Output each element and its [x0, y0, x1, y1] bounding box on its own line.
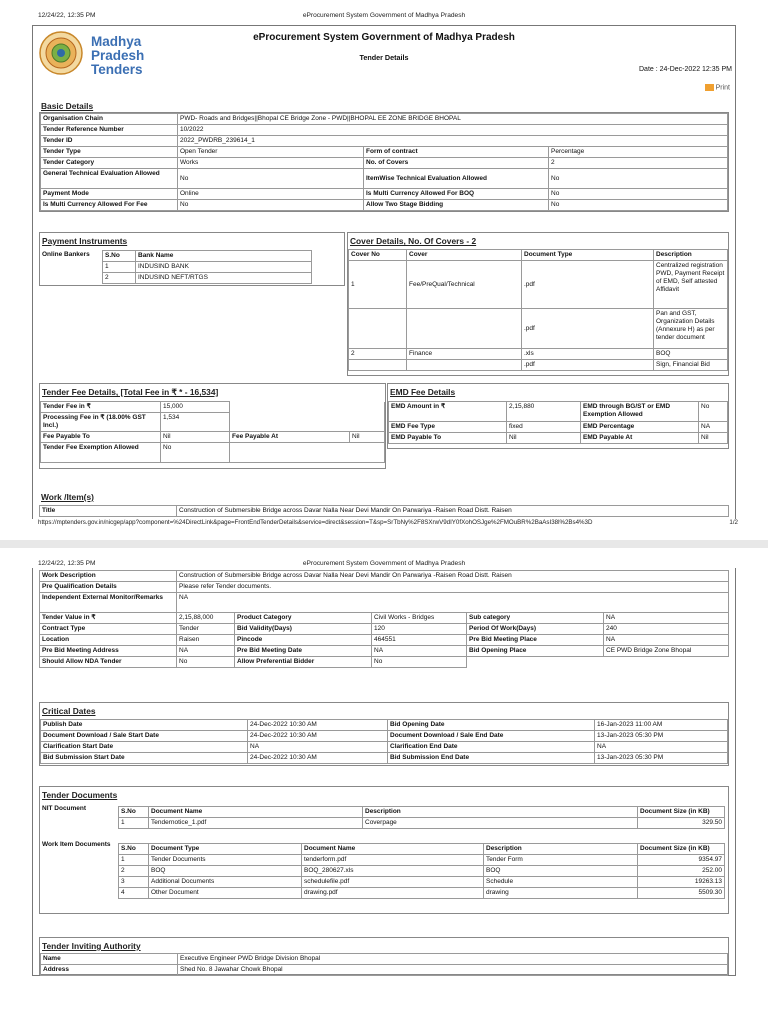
work-value: Tender	[177, 624, 235, 635]
cell: Coverpage	[363, 818, 638, 829]
col-sno: S.No	[119, 807, 149, 818]
table-row	[119, 888, 725, 899]
table-row	[40, 635, 729, 646]
work-description-label: Work Description	[40, 571, 177, 582]
tender-fee-value: 15,000	[161, 402, 230, 413]
cell: 3	[119, 877, 149, 888]
page-title: eProcurement System Government of Madhya Pradesh	[253, 32, 515, 43]
date-value: NA	[248, 742, 388, 753]
table-row	[349, 360, 728, 371]
cell: Tender Documents	[149, 855, 302, 866]
table-row	[349, 349, 728, 360]
cell: 5509.30	[638, 888, 725, 899]
authority-name-value: Executive Engineer PWD Bridge Division Bhopal	[178, 954, 728, 965]
nit-document-label: NIT Document	[42, 805, 87, 812]
basic-details-table	[39, 112, 729, 212]
cell: BOQ	[484, 866, 638, 877]
org-chain-label: Organisation Chain	[41, 114, 178, 125]
basic-label: ItemWise Technical Evaluation Allowed	[364, 169, 549, 189]
work-label: Period Of Work(Days)	[467, 624, 604, 635]
authority-address-value: Shed No. 8 Jawahar Chowk Bhopal	[178, 965, 728, 976]
emd-fee-type-label: EMD Fee Type	[389, 422, 507, 433]
cell: 329.50	[638, 818, 725, 829]
col-document-name: Document Name	[149, 807, 363, 818]
basic-label: Payment Mode	[41, 189, 178, 200]
cell: BOQ	[654, 349, 728, 360]
work-label: Bid Opening Place	[467, 646, 604, 657]
work-title-table	[39, 505, 729, 517]
table-row	[103, 262, 312, 273]
table-row	[119, 818, 725, 829]
work-label: Pre Bid Meeting Place	[467, 635, 604, 646]
date-label: Bid Submission Start Date	[41, 753, 248, 764]
emd-percentage-value: NA	[699, 422, 728, 433]
basic-value: No	[549, 169, 728, 189]
date-value: 16-Jan-2023 11:00 AM	[595, 720, 728, 731]
tender-authority-heading: Tender Inviting Authority	[42, 941, 141, 951]
work-value: Raisen	[177, 635, 235, 646]
emd-bg-label: EMD through BG/ST or EMD Exemption Allowed	[581, 402, 699, 422]
tender-documents-box	[39, 786, 729, 914]
cell: 19263.13	[638, 877, 725, 888]
empty-cell	[467, 657, 604, 668]
cover-details-box	[347, 232, 729, 376]
date-label: Clarification Start Date	[41, 742, 248, 753]
cell: 1	[119, 855, 149, 866]
basic-row	[41, 147, 728, 158]
critical-dates-heading: Critical Dates	[42, 706, 96, 716]
cover-details-heading: Cover Details, No. Of Covers - 2	[350, 236, 477, 246]
tender-documents-heading: Tender Documents	[42, 790, 118, 800]
cell: 252.00	[638, 866, 725, 877]
date-value: 24-Dec-2022 10:30 AM	[248, 731, 388, 742]
fee-payable-at-value: Nil	[350, 432, 385, 443]
document-link[interactable]: schedulefile.pdf	[302, 877, 484, 888]
online-bankers-label: Online Bankers	[42, 251, 90, 258]
work-label: Pre Bid Meeting Date	[235, 646, 372, 657]
cell: .pdf	[522, 360, 654, 371]
date-label: Clarification End Date	[388, 742, 595, 753]
cell: Schedule	[484, 877, 638, 888]
document-link[interactable]: BOQ_280627.xls	[302, 866, 484, 877]
document-link[interactable]: tenderform.pdf	[302, 855, 484, 866]
basic-value: 2	[549, 158, 728, 169]
empty-cell	[350, 402, 385, 432]
printer-icon	[705, 84, 714, 91]
cell: .pdf	[522, 261, 654, 309]
work-value: CE PWD Bridge Zone Bhopal	[604, 646, 729, 657]
cell: Centralized registration PWD, Payment Receipt of EMD, Self attested Affidavit	[654, 261, 728, 309]
emd-fee-box	[387, 383, 729, 449]
basic-value: No	[549, 189, 728, 200]
print-link[interactable]	[705, 84, 730, 91]
page-url: https://mptenders.gov.in/nicgep/app?component=%24DirectLink&page=FrontEndTenderDetails&service=direct&session=T&sp=SrTbNy%2F8SXrwV9dIY0fXohOSJge%2FMOuBR%2BaAsI38l%2Bs4%3D	[38, 519, 593, 526]
col-document-name: Document Name	[302, 844, 484, 855]
cell: INDUSIND NEFT/RTGS	[136, 273, 312, 284]
cell: Pan and GST, Organization Details (Annexure H) as per tender document	[654, 309, 728, 349]
independent-monitor-label: Independent External Monitor/Remarks	[40, 593, 177, 613]
work-value: NA	[177, 646, 235, 657]
document-link[interactable]: drawing.pdf	[302, 888, 484, 899]
work-value: No	[372, 657, 467, 668]
cell: Other Document	[149, 888, 302, 899]
work-value: NA	[604, 613, 729, 624]
basic-row	[41, 169, 728, 189]
table-row	[41, 742, 728, 753]
col-bank-name: Bank Name	[136, 251, 312, 262]
col-document-type: Document Type	[149, 844, 302, 855]
prequal-label: Pre Qualification Details	[40, 582, 177, 593]
emd-bg-value: No	[699, 402, 728, 422]
authority-address-label: Address	[41, 965, 178, 976]
work-label: Allow Preferential Bidder	[235, 657, 372, 668]
table-row	[349, 309, 728, 349]
work-value: 2,15,88,000	[177, 613, 235, 624]
table-row	[349, 261, 728, 309]
empty-cell	[230, 402, 350, 432]
col-description: Description	[654, 250, 728, 261]
table-row	[40, 613, 729, 624]
date-value: 13-Jan-2023 05:30 PM	[595, 731, 728, 742]
processing-fee-value: 1,534	[161, 413, 230, 432]
work-value: 240	[604, 624, 729, 635]
payment-instruments-heading: Payment Instruments	[42, 236, 128, 246]
emd-payable-at-label: EMD Payable At	[581, 433, 699, 444]
fee-payable-to-label: Fee Payable To	[41, 432, 161, 443]
date-value: 24-Dec-2022 10:30 AM	[248, 753, 388, 764]
payment-instruments-box	[39, 232, 345, 286]
cell: .xls	[522, 349, 654, 360]
work-title-label: Title	[40, 506, 177, 517]
page-subtitle: Tender Details	[359, 53, 409, 62]
cell: Finance	[407, 349, 522, 360]
date-label: Bid Opening Date	[388, 720, 595, 731]
col-cover-no: Cover No	[349, 250, 407, 261]
cell: 9354.97	[638, 855, 725, 866]
emd-payable-to-label: EMD Payable To	[389, 433, 507, 444]
document-frame	[32, 568, 736, 976]
basic-value: Works	[178, 158, 364, 169]
cell: drawing	[484, 888, 638, 899]
work-value: 464551	[372, 635, 467, 646]
independent-monitor-value: NA	[177, 593, 729, 613]
processing-fee-label: Processing Fee in ₹ (18.00% GST Incl.)	[41, 413, 161, 432]
print-title: eProcurement System Government of Madhya Pradesh	[302, 12, 466, 19]
print-label: Print	[715, 84, 730, 92]
fee-exemption-value: No	[161, 443, 230, 463]
cell: 1	[119, 818, 149, 829]
empty-cell	[230, 443, 385, 463]
tender-ref-label: Tender Reference Number	[41, 125, 178, 136]
org-chain-value: PWD- Roads and Bridges||Bhopal CE Bridge Zone - PWD||BHOPAL EE ZONE BRIDGE BHOPAL	[178, 114, 728, 125]
work-value: NA	[604, 635, 729, 646]
basic-row	[41, 200, 728, 211]
print-datetime: 12/24/22, 12:35 PM	[38, 560, 96, 567]
cell	[407, 309, 522, 349]
report-date: Date : 24-Dec-2022 12:35 PM	[639, 66, 732, 73]
document-link[interactable]: Tendernotice_1.pdf	[149, 818, 363, 829]
col-cover: Cover	[407, 250, 522, 261]
pdf-page-2	[0, 548, 768, 1024]
tender-ref-value: 10/2022	[178, 125, 728, 136]
emd-fee-heading: EMD Fee Details	[390, 387, 456, 397]
work-value: Civil Works - Bridges	[372, 613, 467, 624]
empty-cell	[604, 657, 729, 668]
cell: Tender Form	[484, 855, 638, 866]
cell: Sign, Financial Bid	[654, 360, 728, 371]
tender-authority-box	[39, 937, 729, 975]
work-description-value: Construction of Submersible Bridge across Davar Nalla Near Devi Mandir On Parwariya -Raisen Road Distt. Raisen	[177, 571, 729, 582]
work-label: Pre Bid Meeting Address	[40, 646, 177, 657]
cell: .pdf	[522, 309, 654, 349]
cell: Fee/PreQual/Technical	[407, 261, 522, 309]
work-label: Sub category	[467, 613, 604, 624]
cell: 4	[119, 888, 149, 899]
basic-label: General Technical Evaluation Allowed	[41, 169, 178, 189]
critical-dates-box	[39, 702, 729, 766]
basic-row	[41, 158, 728, 169]
col-description: Description	[363, 807, 638, 818]
col-doc-type: Document Type	[522, 250, 654, 261]
emd-amount-value: 2,15,880	[507, 402, 581, 422]
tender-fee-label: Tender Fee in ₹	[41, 402, 161, 413]
basic-label: Allow Two Stage Bidding	[364, 200, 549, 211]
work-items-heading: Work /Item(s)	[41, 492, 94, 502]
table-row	[103, 273, 312, 284]
print-datetime: 12/24/22, 12:35 PM	[38, 12, 96, 19]
table-row	[119, 866, 725, 877]
cell: 2	[349, 349, 407, 360]
work-label: Pincode	[235, 635, 372, 646]
emd-payable-at-value: Nil	[699, 433, 728, 444]
date-value: 13-Jan-2023 05:30 PM	[595, 753, 728, 764]
tender-fee-box	[39, 383, 386, 469]
work-label: Location	[40, 635, 177, 646]
date-value: 24-Dec-2022 10:30 AM	[248, 720, 388, 731]
basic-value: Percentage	[549, 147, 728, 158]
cell: 1	[349, 261, 407, 309]
work-label: Product Category	[235, 613, 372, 624]
basic-value: Online	[178, 189, 364, 200]
emd-percentage-label: EMD Percentage	[581, 422, 699, 433]
table-row	[41, 731, 728, 742]
table-row	[40, 657, 729, 668]
table-row	[41, 720, 728, 731]
work-label: Bid Validity(Days)	[235, 624, 372, 635]
col-document-size: Document Size (in KB)	[638, 807, 725, 818]
table-row	[40, 646, 729, 657]
cell	[349, 360, 407, 371]
print-title: eProcurement System Government of Madhya Pradesh	[302, 560, 466, 567]
basic-label: Tender Category	[41, 158, 178, 169]
date-label: Bid Submission End Date	[388, 753, 595, 764]
col-description: Description	[484, 844, 638, 855]
print-footer	[38, 519, 738, 529]
basic-label: Is Multi Currency Allowed For BOQ	[364, 189, 549, 200]
col-document-size: Document Size (in KB)	[638, 844, 725, 855]
fee-payable-to-value: Nil	[161, 432, 230, 443]
work-label: Should Allow NDA Tender	[40, 657, 177, 668]
table-row	[119, 877, 725, 888]
date-label: Publish Date	[41, 720, 248, 731]
work-value: No	[177, 657, 235, 668]
table-row	[40, 624, 729, 635]
prequal-value: Please refer Tender documents.	[177, 582, 729, 593]
basic-label: No. of Covers	[364, 158, 549, 169]
table-row	[41, 753, 728, 764]
table-row	[119, 855, 725, 866]
emd-payable-to-value: Nil	[507, 433, 581, 444]
work-label: Tender Value in ₹	[40, 613, 177, 624]
logo-line-2: Pradesh	[91, 48, 145, 63]
col-sno: S.No	[103, 251, 136, 262]
page-number: 1/2	[729, 519, 738, 526]
tender-fee-heading: Tender Fee Details, [Total Fee in ₹ * - 16,534]	[42, 387, 219, 397]
logo-line-3: Tenders	[91, 62, 143, 77]
date-label: Document Download / Sale Start Date	[41, 731, 248, 742]
basic-row	[41, 189, 728, 200]
tender-id-value: 2022_PWDRB_239614_1	[178, 136, 728, 147]
tender-id-label: Tender ID	[41, 136, 178, 147]
cell: 2	[103, 273, 136, 284]
col-sno: S.No	[119, 844, 149, 855]
authority-name-label: Name	[41, 954, 178, 965]
basic-details-heading: Basic Details	[41, 101, 94, 111]
cell: 2	[119, 866, 149, 877]
cell	[407, 360, 522, 371]
cell: BOQ	[149, 866, 302, 877]
fee-exemption-label: Tender Fee Exemption Allowed	[41, 443, 161, 463]
cell	[349, 309, 407, 349]
work-label: Contract Type	[40, 624, 177, 635]
date-label: Document Download / Sale End Date	[388, 731, 595, 742]
work-item-documents-label: Work Item Documents	[42, 841, 111, 848]
cell: INDUSIND BANK	[136, 262, 312, 273]
emd-fee-type-value: fixed	[507, 422, 581, 433]
print-header	[38, 12, 730, 22]
cell: Additional Documents	[149, 877, 302, 888]
logo-line-1: Madhya	[91, 34, 142, 49]
basic-label: Tender Type	[41, 147, 178, 158]
basic-value: Open Tender	[178, 147, 364, 158]
work-title-value: Construction of Submersible Bridge across Davar Nalla Near Devi Mandir On Parwariya -Raisen Road Distt. Raisen	[177, 506, 729, 517]
work-value: 120	[372, 624, 467, 635]
basic-value: No	[178, 169, 364, 189]
document-frame	[32, 25, 736, 519]
basic-label: Form of contract	[364, 147, 549, 158]
work-value: NA	[372, 646, 467, 657]
fee-payable-at-label: Fee Payable At	[230, 432, 350, 443]
date-value: NA	[595, 742, 728, 753]
basic-value: No	[178, 200, 364, 211]
cell: 1	[103, 262, 136, 273]
work-details-table	[39, 570, 729, 668]
basic-label: Is Multi Currency Allowed For Fee	[41, 200, 178, 211]
basic-value: No	[549, 200, 728, 211]
emd-amount-label: EMD Amount in ₹	[389, 402, 507, 422]
